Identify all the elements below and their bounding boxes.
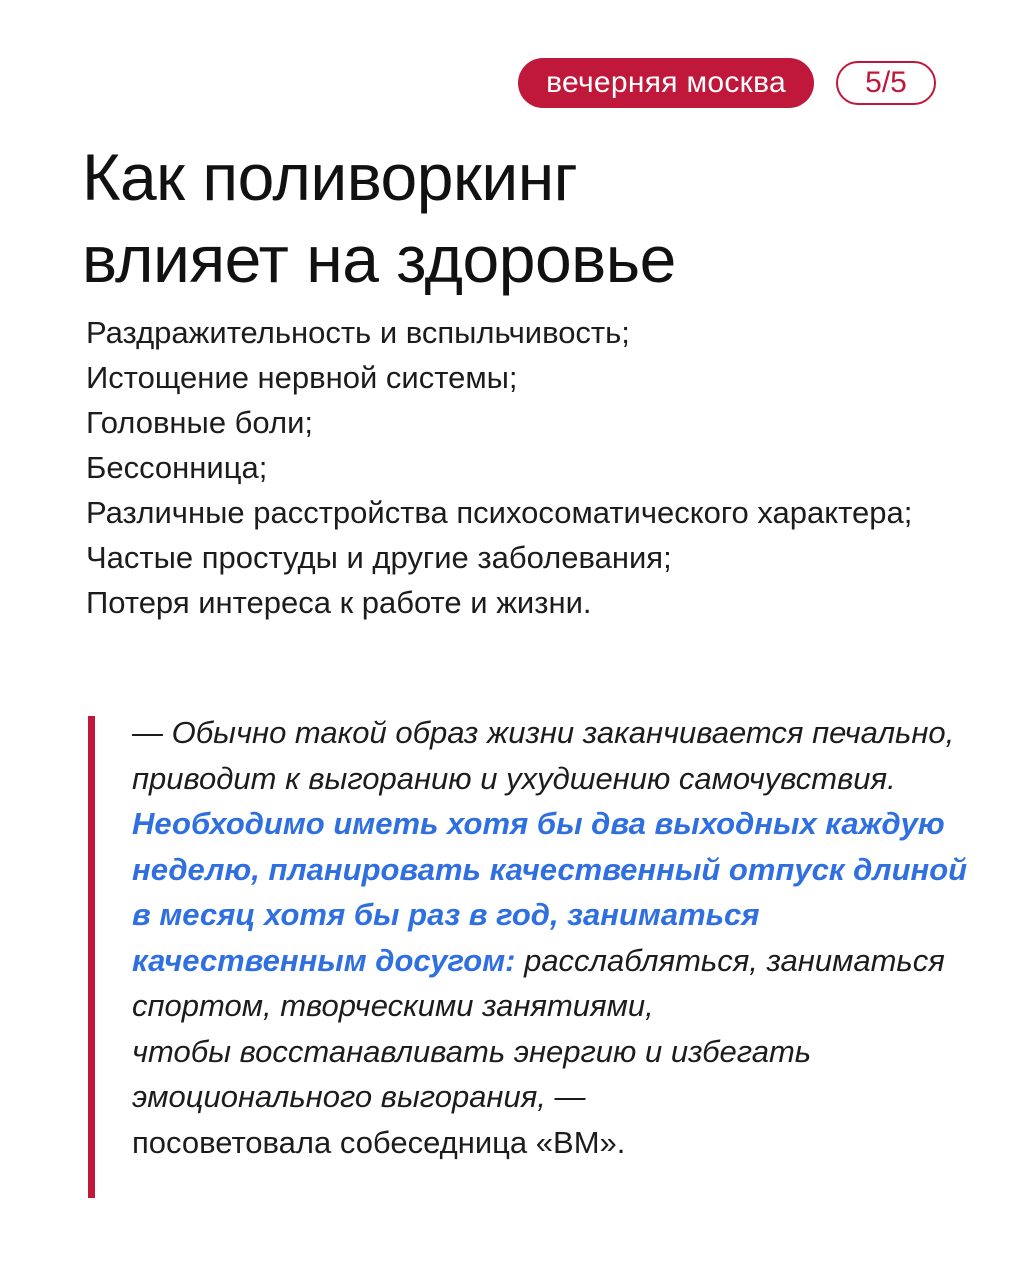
list-item: Бессонница; [86, 450, 268, 485]
title-line-2: влияет на здоровье [82, 222, 676, 296]
quote-highlight: Необходимо иметь хотя бы два выходных каждую неделю, планировать качественный отпуск длиной в месяц хотя бы раз в год, заниматься качественным досугом: [132, 806, 968, 978]
brand-badge: вечерняя москва [518, 58, 814, 108]
quote-rest-2: чтобы восстанавливать энергию и избегать эмоционального выгорания, — [132, 1033, 812, 1114]
page-title [82, 136, 962, 300]
title-line-1: Как поливоркинг [82, 140, 578, 214]
list-item: Потеря интереса к работе и жизни. [86, 585, 592, 620]
list-item: Истощение нервной системы; [86, 360, 518, 395]
list-item: Различные расстройства психосоматического характера; [86, 495, 913, 530]
list-item: Головные боли; [86, 405, 314, 440]
quote-intro: — Обычно такой образ жизни заканчивается печально, приводит к выгоранию и ухудшению самочувствия. [132, 715, 955, 796]
page-counter: 5/5 [836, 61, 936, 105]
symptom-list [86, 310, 946, 625]
quote-rest-1: расслабляться, заниматься спортом, творческими занятиями, [132, 942, 945, 1023]
list-item: Раздражительность и вспыльчивость; [86, 315, 630, 350]
quote-block [132, 710, 972, 1165]
quote-attribution: посоветовала собеседница «ВМ». [132, 1124, 626, 1160]
list-item: Частые простуды и другие заболевания; [86, 540, 672, 575]
quote-accent-bar [88, 716, 95, 1198]
top-bar [518, 58, 936, 108]
